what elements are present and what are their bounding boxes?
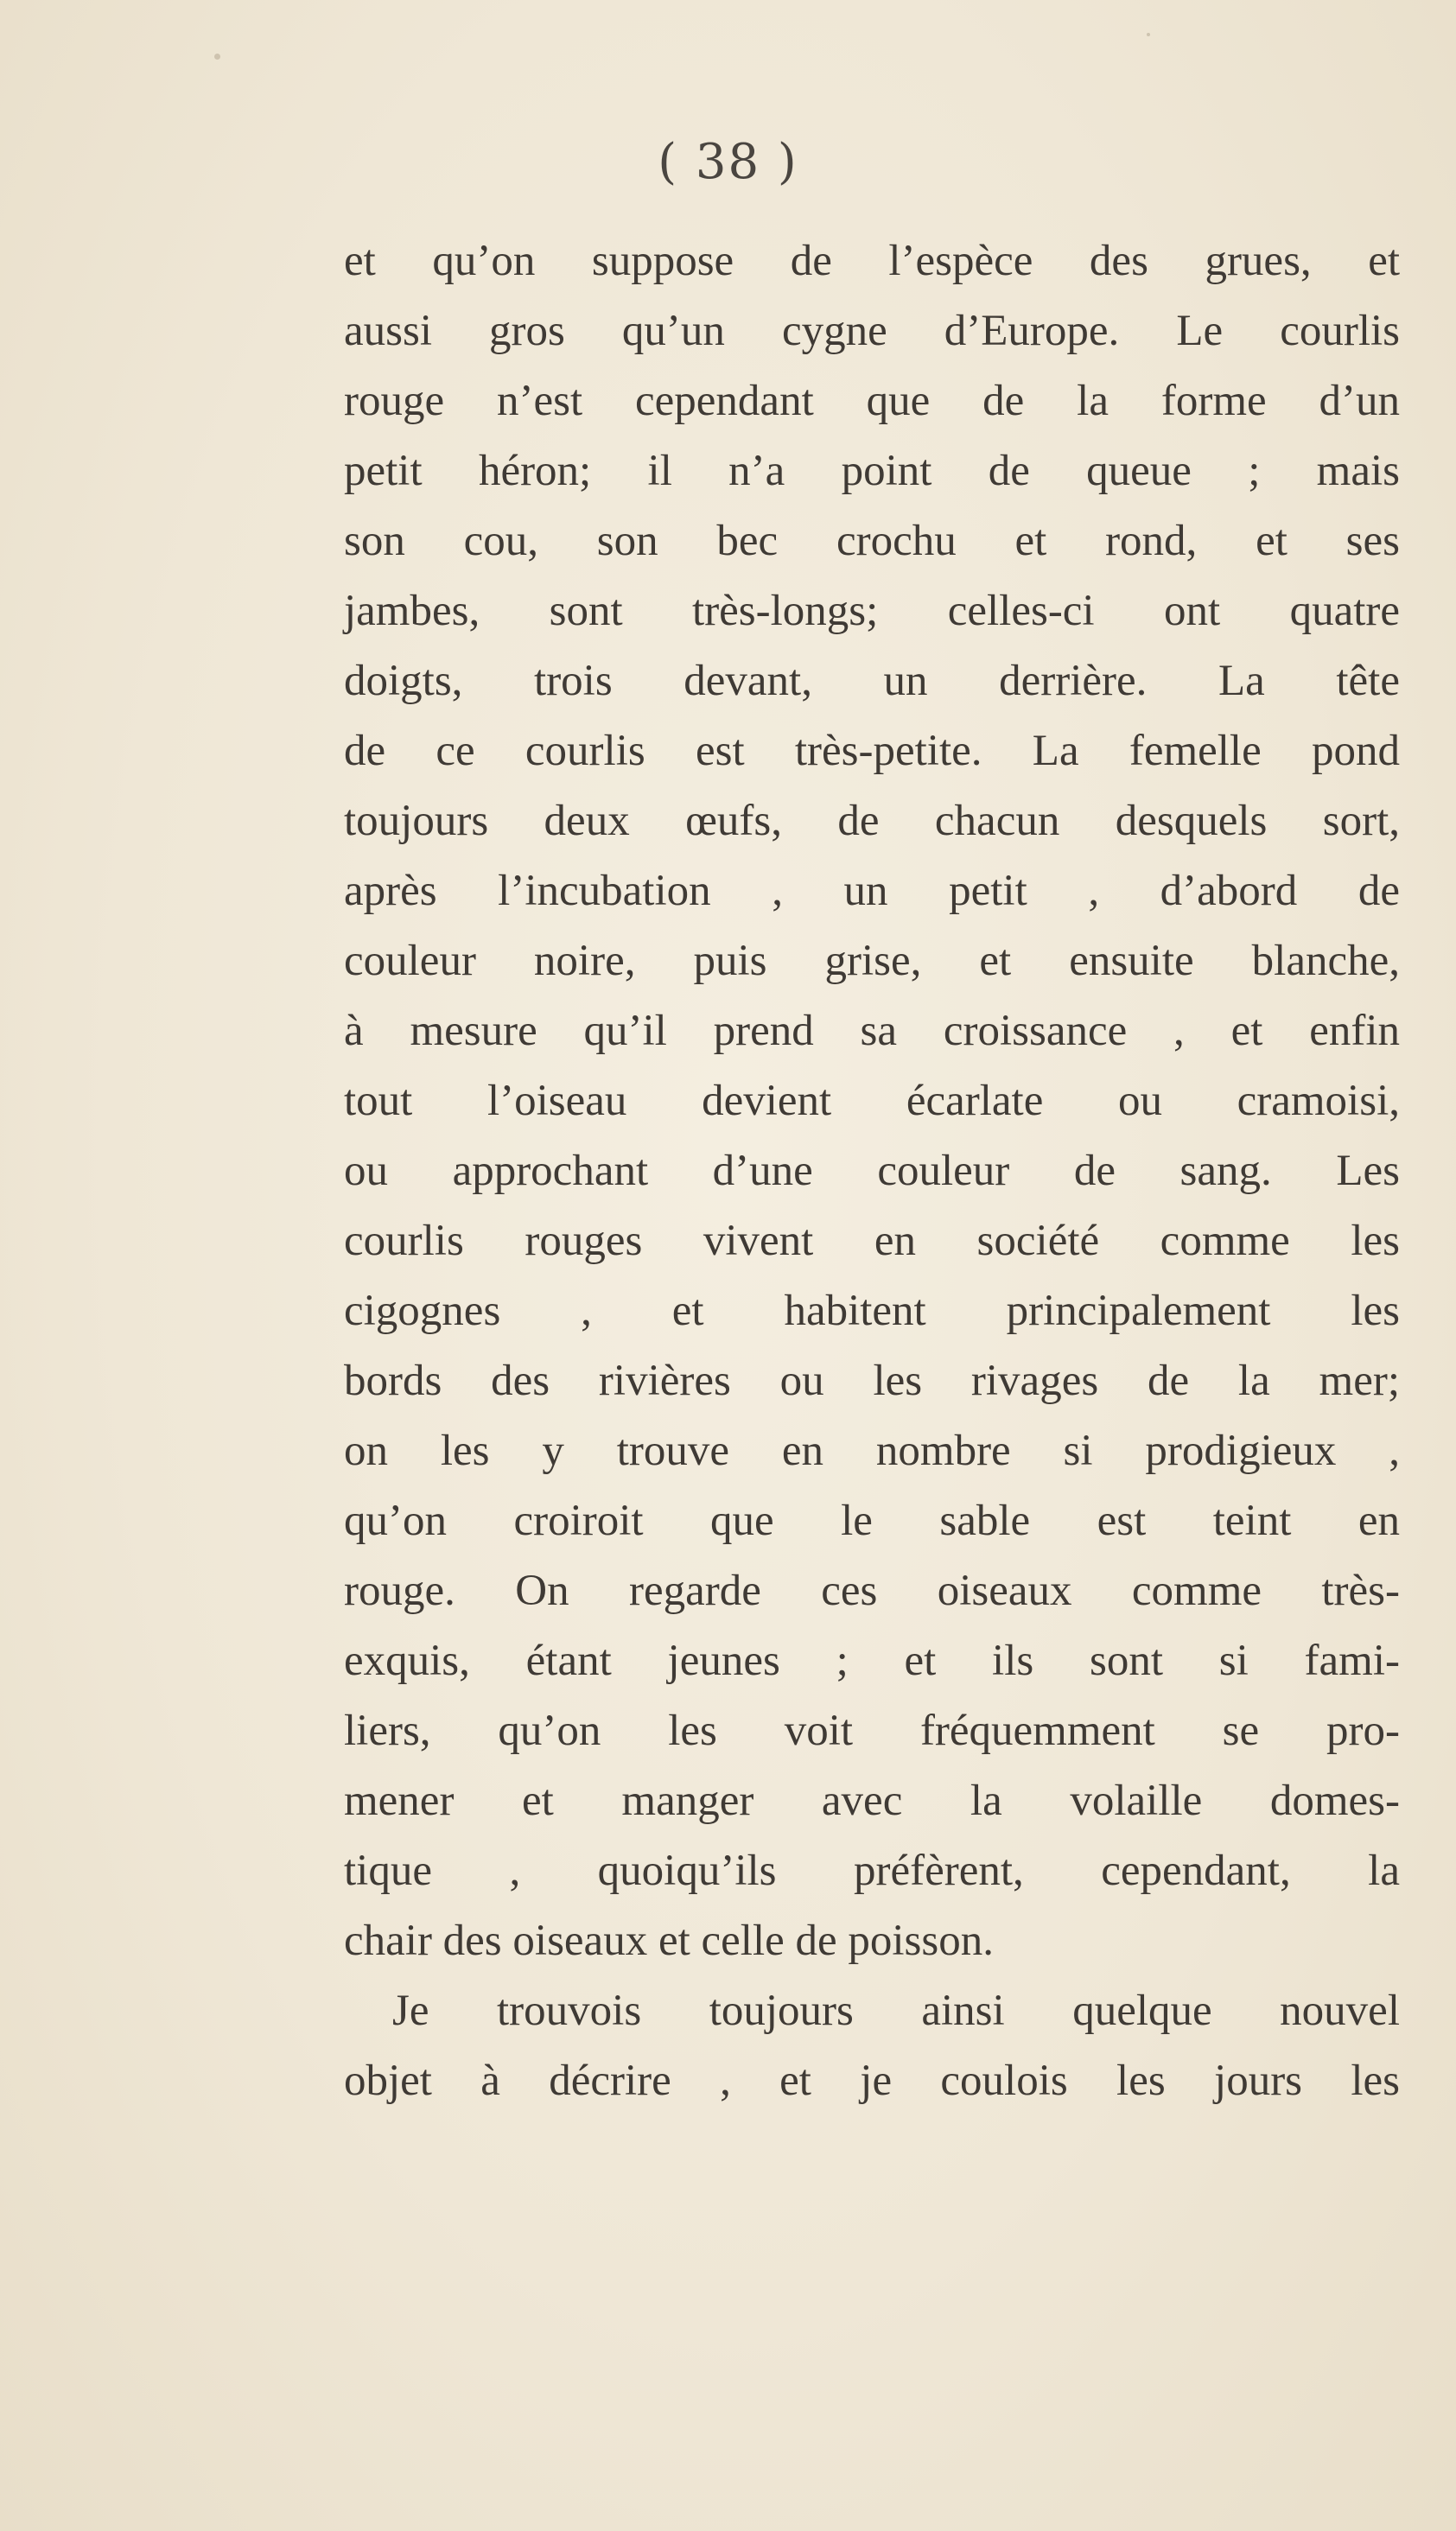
text-line: toujours deux œufs, de chacun desquels sort, [344, 797, 1400, 845]
text-line: mener et manger avec la volaille domes- [344, 1777, 1400, 1825]
text-line: doigts, trois devant, un derrière. La tête [344, 657, 1400, 705]
text-line: rouge. On regarde ces oiseaux comme très- [344, 1567, 1400, 1615]
text-line: tout l’oiseau devient écarlate ou cramoisi, [344, 1077, 1400, 1125]
paper-speck [214, 54, 220, 60]
text-line: son cou, son bec crochu et rond, et ses [344, 517, 1400, 565]
text-line: couleur noire, puis grise, et ensuite blanche, [344, 937, 1400, 985]
text-line: liers, qu’on les voit fréquemment se pro- [344, 1707, 1400, 1755]
text-line: qu’on croiroit que le sable est teint en [344, 1497, 1400, 1545]
text-line: ou approchant d’une couleur de sang. Les [344, 1147, 1400, 1195]
text-line: exquis, étant jeunes ; et ils sont si fami- [344, 1637, 1400, 1685]
text-line: rouge n’est cependant que de la forme d’un [344, 377, 1400, 425]
text-line: jambes, sont très-longs; celles-ci ont quatre [344, 587, 1400, 635]
text-line: aussi gros qu’un cygne d’Europe. Le courlis [344, 307, 1400, 355]
text-line: bords des rivières ou les rivages de la mer; [344, 1357, 1400, 1405]
text-line: de ce courlis est très-petite. La femelle pond [344, 727, 1400, 775]
text-line: après l’incubation , un petit , d’abord de [344, 867, 1400, 915]
text-line: et qu’on suppose de l’espèce des grues, et [344, 237, 1400, 285]
text-line: cigognes , et habitent principalement les [344, 1287, 1400, 1335]
text-line: chair des oiseaux et celle de poisson. [344, 1917, 995, 1965]
text-line: courlis rouges vivent en société comme les [344, 1217, 1400, 1265]
paper-speck [1147, 33, 1150, 36]
text-line: on les y trouve en nombre si prodigieux , [344, 1427, 1400, 1475]
text-line: à mesure qu’il prend sa croissance , et enfin [344, 1007, 1400, 1055]
page-number: ( 38 ) [658, 134, 798, 190]
text-line: Je trouvois toujours ainsi quelque nouvel [392, 1987, 1400, 2035]
body-text [344, 226, 1400, 2116]
text-line: objet à décrire , et je coulois les jours les [344, 2057, 1400, 2105]
text-line: petit héron; il n’a point de queue ; mais [344, 447, 1400, 495]
text-line: tique , quoiqu’ils préfèrent, cependant, la [344, 1847, 1400, 1895]
